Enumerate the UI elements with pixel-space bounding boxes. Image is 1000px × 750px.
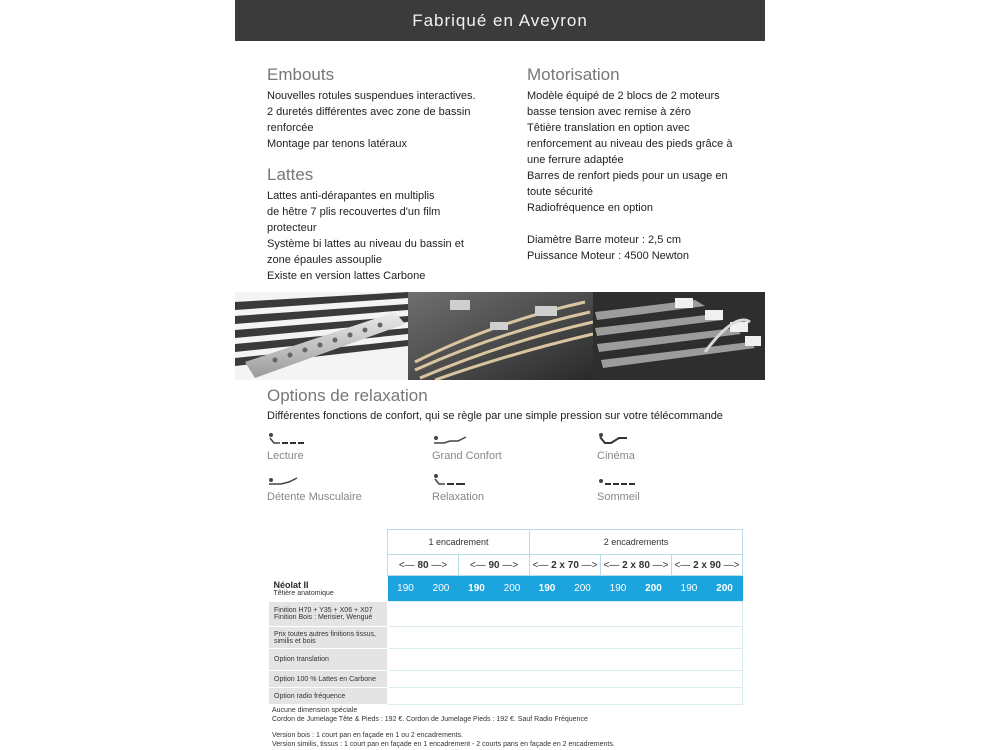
length-cell: 190 bbox=[530, 576, 565, 602]
length-cell: 190 bbox=[388, 576, 424, 602]
slats-photo-strip bbox=[235, 292, 765, 380]
options-subtitle: Différentes fonctions de confort, qui se règle par une simple pression sur votre télécommande bbox=[267, 410, 723, 422]
embouts-title: Embouts bbox=[267, 65, 335, 84]
options-title: Options de relaxation bbox=[267, 386, 428, 405]
row-data bbox=[388, 602, 743, 627]
row-label: Finition H70 + Y35 + X06 + X07 Finition Bois : Merisier, Wengué bbox=[269, 602, 388, 627]
motorisation-line: basse tension avec remise à zéro bbox=[527, 106, 691, 118]
length-cell: 200 bbox=[424, 576, 459, 602]
length-cell: 190 bbox=[672, 576, 707, 602]
row-data bbox=[388, 671, 743, 688]
header-title: Fabriqué en Aveyron bbox=[412, 11, 588, 30]
row-label: Prix toutes autres finitions tissus, similis et bois bbox=[269, 627, 388, 649]
table-group-row bbox=[269, 530, 743, 555]
option-label: Relaxation bbox=[432, 491, 484, 503]
group-header-1: 1 encadrement bbox=[388, 530, 530, 555]
footnote: Cordon de Jumelage Tête & Pieds : 192 €. Cordon de Jumelage Pieds : 192 €. Sauf Radio Fréquence bbox=[272, 716, 588, 723]
table-width-row bbox=[269, 555, 743, 576]
option-label: Sommeil bbox=[597, 491, 640, 503]
footnote: Aucune dimension spéciale bbox=[272, 707, 358, 714]
option-label: Lecture bbox=[267, 450, 304, 462]
embouts-line: Montage par tenons latéraux bbox=[267, 138, 408, 150]
slats-photo bbox=[235, 292, 765, 380]
lattes-line: Existe en version lattes Carbone bbox=[267, 270, 426, 282]
table-row bbox=[269, 688, 743, 705]
length-cell: 200 bbox=[707, 576, 743, 602]
lattes-line: zone épaules assouplie bbox=[267, 254, 382, 266]
lattes-line: protecteur bbox=[267, 222, 317, 234]
option-lecture bbox=[267, 432, 417, 472]
motorisation-line: Radiofréquence en option bbox=[527, 202, 653, 214]
page-header bbox=[235, 0, 765, 41]
option-relaxation bbox=[432, 473, 582, 513]
lattes-list bbox=[267, 188, 492, 284]
width-header: <— 2 x 70 —> bbox=[530, 555, 601, 576]
footnote: Version similis, tissus : 1 court pan en façade en 1 encadrement - 2 courts pans en façade en 2 encadrements. bbox=[272, 741, 615, 748]
motorisation-line: toute sécurité bbox=[527, 186, 594, 198]
cinema-position-icon bbox=[597, 432, 637, 446]
length-cell: 190 bbox=[459, 576, 495, 602]
detente-position-icon bbox=[267, 473, 307, 487]
motorisation-line: une ferrure adaptée bbox=[527, 154, 624, 166]
motorisation-line: Barres de renfort pieds pour un usage en bbox=[527, 170, 728, 182]
embouts-list bbox=[267, 88, 492, 152]
option-label: Grand Confort bbox=[432, 450, 502, 462]
row-label: Option 100 % Lattes en Carbone bbox=[269, 671, 388, 688]
table-corner bbox=[269, 555, 388, 576]
motorisation-line: Têtière translation en option avec bbox=[527, 122, 690, 134]
product-subtitle: Têtière anatomique bbox=[273, 589, 334, 597]
table-corner bbox=[269, 530, 388, 555]
option-cinema bbox=[597, 432, 747, 472]
lattes-line: Lattes anti-dérapantes en multiplis bbox=[267, 190, 435, 202]
row-label: Option radio fréquence bbox=[269, 688, 388, 705]
option-label: Cinéma bbox=[597, 450, 635, 462]
table-product-row bbox=[269, 576, 743, 602]
option-label: Détente Musculaire bbox=[267, 491, 362, 503]
width-header: <— 2 x 80 —> bbox=[601, 555, 672, 576]
row-data bbox=[388, 627, 743, 649]
motorisation-line: renforcement au niveau des pieds grâce à bbox=[527, 138, 733, 150]
table-row bbox=[269, 649, 743, 671]
footnotes bbox=[272, 706, 615, 749]
length-cell: 190 bbox=[601, 576, 636, 602]
table-row bbox=[269, 627, 743, 649]
length-cell: 200 bbox=[636, 576, 672, 602]
grand-confort-position-icon bbox=[432, 432, 472, 446]
option-sommeil bbox=[597, 473, 747, 513]
motorisation-line: Modèle équipé de 2 blocs de 2 moteurs bbox=[527, 90, 720, 102]
table-row bbox=[269, 602, 743, 627]
length-cell: 200 bbox=[495, 576, 530, 602]
embouts-line: Nouvelles rotules suspendues interactives. bbox=[267, 90, 476, 102]
length-cell: 200 bbox=[565, 576, 601, 602]
lattes-title: Lattes bbox=[267, 165, 314, 184]
motorisation-title: Motorisation bbox=[527, 65, 620, 84]
relaxation-position-icon bbox=[432, 473, 472, 487]
footnote: Version bois : 1 court pan en façade en 1 ou 2 encadrements. bbox=[272, 732, 464, 739]
option-grand-confort bbox=[432, 432, 582, 472]
sommeil-position-icon bbox=[597, 473, 637, 487]
embouts-line: renforcée bbox=[267, 122, 314, 134]
product-name: Néolat II bbox=[273, 579, 309, 590]
width-header: <— 90 —> bbox=[459, 555, 530, 576]
row-data bbox=[388, 688, 743, 705]
lattes-line: de hêtre 7 plis recouvertes d'un film bbox=[267, 206, 441, 218]
width-header: <— 80 —> bbox=[388, 555, 459, 576]
lattes-line: Système bi lattes au niveau du bassin et bbox=[267, 238, 464, 250]
width-header: <— 2 x 90 —> bbox=[672, 555, 743, 576]
row-label: Option translation bbox=[269, 649, 388, 671]
motorisation-specs bbox=[527, 232, 757, 264]
product-cell bbox=[269, 576, 388, 602]
table-row bbox=[269, 671, 743, 688]
row-data bbox=[388, 649, 743, 671]
motor-spec-line: Diamètre Barre moteur : 2,5 cm bbox=[527, 234, 682, 246]
option-detente bbox=[267, 473, 417, 513]
embouts-line: 2 duretés différentes avec zone de bassin bbox=[267, 106, 471, 118]
motorisation-list bbox=[527, 88, 757, 216]
motor-spec-line: Puissance Moteur : 4500 Newton bbox=[527, 250, 690, 262]
price-table bbox=[268, 529, 743, 705]
lecture-position-icon bbox=[267, 432, 307, 446]
group-header-2: 2 encadrements bbox=[530, 530, 743, 555]
